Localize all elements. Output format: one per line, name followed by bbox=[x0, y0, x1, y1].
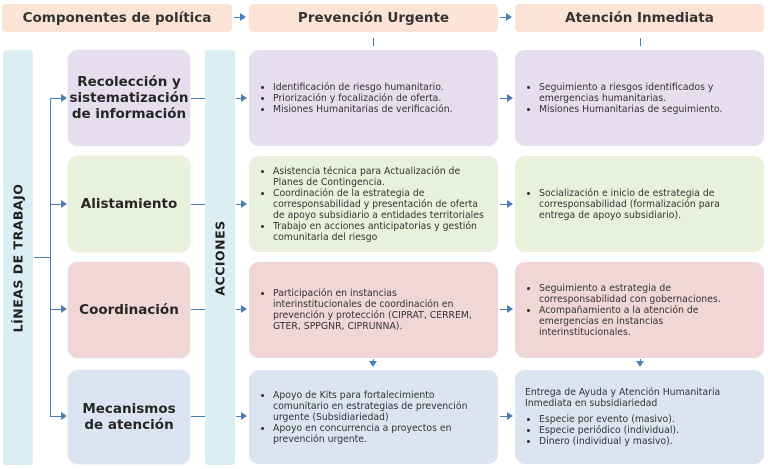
header-attention: Atención Inmediata bbox=[515, 4, 764, 32]
down-arrow-prevention bbox=[369, 361, 377, 367]
list-item: • Seguimiento a riesgos identificados y emergencias humanitarias. bbox=[539, 82, 754, 104]
header-components: Componentes de política bbox=[2, 4, 232, 32]
comp-link-1 bbox=[191, 98, 205, 99]
list-item: • Misiones Humanitarias de seguimiento. bbox=[539, 104, 754, 115]
attention-card-4-intro: Entrega de Ayuda y Atención Humanitaria Inmediata en subsidiariedad bbox=[525, 387, 721, 409]
component-recoleccion: Recolección y sistematización de información bbox=[68, 50, 190, 146]
row-arrow-1 bbox=[507, 94, 513, 102]
action-arrow-1 bbox=[241, 94, 247, 102]
prevention-card-4 bbox=[249, 370, 498, 464]
list-item: • Especie por evento (masivo). bbox=[539, 414, 754, 425]
attention-card-2 bbox=[515, 156, 764, 252]
list-item: • Misiones Humanitarias de verificación. bbox=[273, 104, 488, 115]
attention-card-1 bbox=[515, 50, 764, 146]
list-item: • Socialización e inicio de estrategia de corresponsabilidad (formalización para entrega de apoyo subsidiario). bbox=[539, 188, 754, 221]
comp-link-3 bbox=[191, 309, 205, 310]
tick-prevention bbox=[373, 38, 374, 46]
list-item: • Seguimiento a estrategia de corresponsabilidad con gobernaciones. bbox=[539, 283, 754, 305]
header-arrow bbox=[240, 13, 246, 21]
list-item: • Participación en instancias interinstitucionales de coordinación en prevención y protección (CIPRAT, CERREM, GTER, SPPGNR, CIPRUNNA). bbox=[273, 288, 488, 332]
header-prevention: Prevención Urgente bbox=[249, 4, 498, 32]
tree-arrow-3 bbox=[61, 305, 67, 313]
row-arrow-2 bbox=[507, 200, 513, 208]
attention-card-3 bbox=[515, 262, 764, 358]
list-item: • Priorización y focalización de oferta. bbox=[273, 93, 488, 104]
prevention-card-1 bbox=[249, 50, 498, 146]
actions-label: ACCIONES bbox=[212, 219, 228, 296]
lines-band bbox=[3, 50, 33, 465]
list-item: • Apoyo de Kits para fortalecimiento comunitario en estrategias de prevención urgente (Subsidiariedad) bbox=[273, 390, 488, 423]
tick-attention bbox=[640, 38, 641, 46]
tree-arrow-1 bbox=[61, 94, 67, 102]
down-arrow-attention bbox=[636, 361, 644, 367]
list-item: • Identificación de riesgo humanitario. bbox=[273, 82, 488, 93]
prevention-card-3 bbox=[249, 262, 498, 358]
action-arrow-3 bbox=[241, 305, 247, 313]
component-coordinacion: Coordinación bbox=[68, 262, 190, 358]
action-arrow-2 bbox=[241, 200, 247, 208]
list-item: • Trabajo en acciones anticipatorias y gestión comunitaria del riesgo bbox=[273, 221, 488, 243]
component-mecanismos: Mecanismos de atención bbox=[68, 370, 190, 464]
comp-link-4 bbox=[191, 416, 205, 417]
tree-arrow-2 bbox=[61, 200, 67, 208]
component-alistamiento: Alistamiento bbox=[68, 156, 190, 252]
list-item: • Asistencia técnica para Actualización de Planes de Contingencia. bbox=[273, 166, 488, 188]
list-item: • Dinero (individual y masivo). bbox=[539, 436, 754, 447]
list-item: • Especie periódico (individual). bbox=[539, 425, 754, 436]
row-arrow-3 bbox=[507, 305, 513, 313]
list-item: • Coordinación de la estrategia de corresponsabilidad y presentación de oferta de apoyo subsidiario a entidades territoriales bbox=[273, 188, 488, 221]
tree-arrow-4 bbox=[61, 412, 67, 420]
attention-card-4 bbox=[515, 370, 764, 464]
list-item: • Acompañamiento a la atención de emergencias en instancias interinstitucionales. bbox=[539, 305, 754, 338]
row-arrow-4 bbox=[507, 412, 513, 420]
action-arrow-4 bbox=[241, 412, 247, 420]
list-item: • Apoyo en concurrencia a proyectos en prevención urgente. bbox=[273, 423, 488, 445]
comp-link-2 bbox=[191, 204, 205, 205]
actions-band bbox=[205, 50, 235, 465]
header-arrow-2 bbox=[506, 13, 512, 21]
tree-stem bbox=[34, 257, 50, 258]
tree-vertical bbox=[50, 98, 51, 416]
lines-label: LÍNEAS DE TRABAJO bbox=[10, 183, 26, 332]
prevention-card-2 bbox=[249, 156, 498, 252]
